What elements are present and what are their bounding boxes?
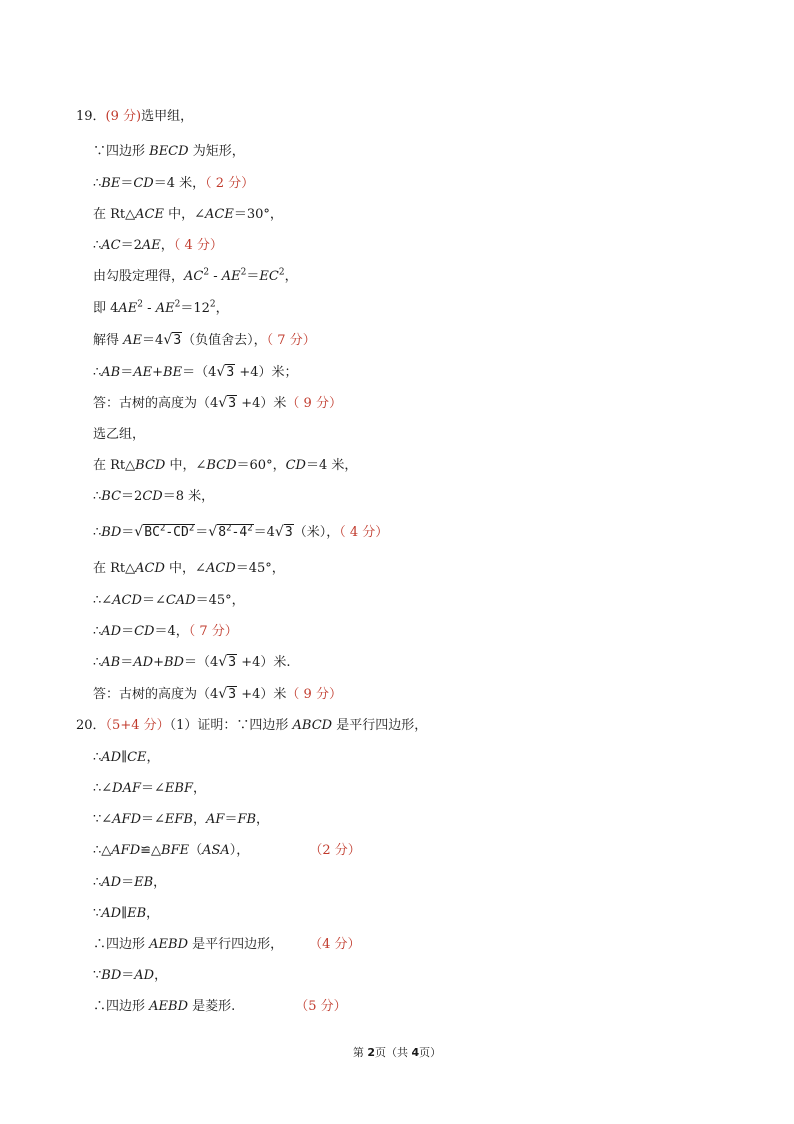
text: ∴ [93, 750, 102, 765]
text: ＝30°， [233, 207, 283, 222]
text: 答：古树的高度为（4 [93, 687, 219, 702]
q19-line-12 [93, 488, 214, 506]
sqrt-3 [218, 686, 237, 704]
text: ∥ [121, 906, 128, 921]
text: ∥ [121, 750, 128, 765]
var: BCD [135, 458, 166, 473]
text: ∵∠ [93, 812, 113, 827]
text: ∴ [93, 525, 102, 540]
radicand: 3 [173, 333, 182, 348]
text: ＝ [224, 812, 238, 827]
var: EB [134, 875, 154, 890]
text: ＝ [121, 875, 135, 890]
var: AD [101, 624, 122, 639]
var: ACE [205, 207, 234, 222]
page-total: 4 [411, 1046, 420, 1059]
var: ACE [135, 207, 164, 222]
var: DAF [112, 781, 142, 796]
superscript: 2 [240, 267, 247, 278]
text: ＝ [121, 525, 135, 540]
text: 是菱形. [188, 999, 236, 1014]
q19-header [76, 108, 193, 126]
text: - [209, 269, 222, 284]
var: AD [101, 875, 122, 890]
var: ASA [202, 843, 230, 858]
text: + [153, 655, 164, 670]
text: 是平行四边形， [332, 718, 428, 733]
q19-line-14 [93, 560, 285, 578]
var: EBF [164, 781, 193, 796]
q20-line-10 [93, 998, 347, 1016]
var: AE [133, 365, 153, 380]
var: BD [163, 655, 184, 670]
text: ， [256, 812, 270, 827]
text: ∴∠ [93, 781, 113, 796]
text: ∴ [93, 365, 102, 380]
superscript: 2 [278, 267, 285, 278]
superscript: 2 [226, 523, 232, 534]
text: ， [193, 781, 207, 796]
text: ＝ [120, 365, 134, 380]
q19-line-1 [93, 143, 245, 161]
q20-line-8 [93, 936, 361, 954]
text: ＝∠ [141, 812, 165, 827]
q20-line-9 [93, 967, 167, 985]
text: ∴ [93, 238, 102, 253]
var: BE [163, 365, 183, 380]
text: （ [189, 843, 203, 858]
superscript: 2 [137, 299, 144, 310]
text: 在 Rt△ [93, 458, 136, 473]
radicand: 3 [228, 396, 237, 411]
text: 解得 [93, 333, 124, 348]
text: ＝ [120, 655, 134, 670]
var: AE [141, 238, 161, 253]
text: 在 Rt△ [93, 207, 136, 222]
sqrt-3 [218, 654, 237, 672]
var: FB [237, 812, 257, 827]
text: ＝4 米， [305, 458, 358, 473]
sqrt-82-42 [208, 524, 253, 542]
var: BD [101, 525, 122, 540]
var: AE [155, 301, 175, 316]
text: ∴ [93, 624, 102, 639]
q20-number: 20． [76, 718, 106, 733]
footer-text: 第 [352, 1046, 368, 1059]
var: AD [134, 968, 155, 983]
text: ＝8 米， [162, 489, 215, 504]
var: CD [133, 176, 154, 191]
text: 中，∠ [164, 561, 206, 576]
var: ABCD [292, 718, 333, 733]
text: ＝2 [120, 238, 142, 253]
text: 是平行四边形， [188, 937, 284, 952]
text: + [152, 365, 164, 380]
text: ＝4 [253, 525, 275, 540]
score-mark: （4 分） [309, 937, 361, 952]
var: CD [285, 458, 306, 473]
var: AD [133, 655, 154, 670]
radicand: 3 [228, 687, 237, 702]
text: ∴ [93, 875, 102, 890]
text: 由勾股定理得， [93, 269, 185, 284]
var: BE [101, 176, 121, 191]
text: ， [154, 968, 168, 983]
text: ， [153, 875, 167, 890]
text: ∴四边形 [93, 937, 150, 952]
score-mark: （ 7 分） [188, 624, 238, 639]
var: CD [142, 489, 163, 504]
q19-number: 19． [76, 109, 106, 124]
text: （米）， [293, 525, 340, 540]
superscript: 2 [159, 523, 166, 534]
q19-score: (9 分) [105, 109, 142, 124]
text: 答：古树的高度为（4 [93, 396, 219, 411]
var: AD [101, 750, 122, 765]
text: ∴△ [93, 843, 112, 858]
var: CE [127, 750, 147, 765]
q20-line-6 [93, 874, 166, 892]
var: AE [221, 269, 241, 284]
q19-line-2 [93, 175, 254, 193]
var: AC [101, 238, 121, 253]
text: ＝ [246, 269, 260, 284]
text: - [143, 301, 156, 316]
score-mark: （2 分） [309, 843, 361, 858]
text: ＝4 [142, 333, 164, 348]
text: 在 Rt△ [93, 561, 136, 576]
score-mark: （ 2 分） [205, 176, 255, 191]
superscript: 2 [188, 523, 195, 534]
text: ， [284, 269, 298, 284]
sqrt-bc2-cd2 [134, 524, 195, 542]
radicand: 3 [284, 525, 293, 540]
sqrt-3 [218, 395, 237, 413]
var: AC [184, 269, 204, 284]
radicand: 3 [228, 655, 237, 670]
text: ＝ [195, 525, 209, 540]
text: ∴∠ [93, 593, 113, 608]
q19-line-7 [93, 332, 316, 350]
var: AB [101, 365, 121, 380]
score-mark: （5 分） [295, 999, 347, 1014]
superscript: 2 [247, 523, 253, 534]
var: CAD [165, 593, 196, 608]
text: +4）米. [237, 655, 291, 670]
var: ACD [112, 593, 142, 608]
q19-line-18 [93, 686, 342, 704]
var: EB [127, 906, 147, 921]
text: ∵ [93, 906, 102, 921]
q19-line-10 [93, 426, 145, 444]
q19-line-8 [93, 364, 298, 382]
q19-intro: 选甲组， [141, 109, 194, 124]
var: BC [101, 489, 122, 504]
radicand: 3 [226, 365, 235, 380]
text: ∴ [93, 176, 102, 191]
var: AEBD [149, 999, 188, 1014]
text: ＝（4 [182, 365, 217, 380]
text: ＝2 [121, 489, 143, 504]
q20-score: （5+4 分） [105, 718, 170, 733]
text: ）， [229, 843, 250, 858]
radicand: 8 [218, 525, 227, 540]
superscript: 2 [203, 267, 210, 278]
text: ＝60°， [236, 458, 286, 473]
var: ACD [205, 561, 236, 576]
text: ＝（4 [183, 655, 219, 670]
text: ， [160, 238, 174, 253]
score-mark: （ 9 分） [286, 687, 342, 702]
text: ∵四边形 [93, 144, 150, 159]
var: AE [118, 301, 138, 316]
radicand: BC [144, 525, 160, 540]
text: ∵ [93, 968, 102, 983]
var: AB [101, 655, 121, 670]
q19-line-5 [93, 268, 298, 286]
sqrt-3 [275, 524, 294, 542]
q20-line-4 [93, 811, 269, 829]
var: AF [206, 812, 225, 827]
var: BD [101, 968, 122, 983]
q19-line-11 [93, 457, 357, 475]
text: （1）证明：∵四边形 [169, 718, 293, 733]
text: 选乙组， [93, 427, 146, 442]
text: ＝4， [154, 624, 189, 639]
text: ＝∠ [141, 593, 166, 608]
q20-line-2 [93, 749, 160, 767]
q19-line-13 [93, 524, 388, 542]
text: 中，∠ [165, 458, 207, 473]
text: ＝ [120, 176, 134, 191]
text: 即 4 [93, 301, 119, 316]
score-mark: （ 7 分） [266, 333, 316, 348]
var: EC [259, 269, 279, 284]
text: ＝45°， [195, 593, 245, 608]
radicand: -CD [165, 525, 189, 540]
text: ∴四边形 [93, 999, 150, 1014]
var: BCD [206, 458, 237, 473]
q19-line-9 [93, 395, 342, 413]
text: ， [193, 812, 207, 827]
q20-line-5 [93, 842, 361, 860]
var: EFB [164, 812, 193, 827]
sqrt-3 [163, 332, 182, 350]
text: ＝ [121, 968, 135, 983]
q19-line-3 [93, 206, 283, 224]
text: （负值舍去）， [182, 333, 267, 348]
superscript: 2 [209, 299, 216, 310]
text: ∴ [93, 655, 102, 670]
q19-line-15 [93, 592, 245, 610]
q19-line-6 [93, 300, 229, 318]
text: ， [146, 906, 160, 921]
var: BECD [149, 144, 189, 159]
page-footer [0, 1044, 794, 1060]
text: ＝ [121, 624, 135, 639]
var: AE [123, 333, 143, 348]
score-mark: （ 4 分） [173, 238, 223, 253]
text: ， [215, 301, 229, 316]
text: ∴ [93, 489, 102, 504]
sqrt-3 [216, 364, 235, 382]
text: 中，∠ [163, 207, 206, 222]
text: ＝45°， [235, 561, 285, 576]
footer-text: 页（共 [375, 1046, 412, 1059]
var: AD [101, 906, 122, 921]
q20-line-7 [93, 905, 159, 923]
score-mark: （ 4 分） [339, 525, 389, 540]
text: ＝12 [180, 301, 210, 316]
var: AEBD [149, 937, 188, 952]
text: 为矩形， [188, 144, 245, 159]
text: +4）米 [237, 687, 287, 702]
text: ＝∠ [141, 781, 165, 796]
superscript: 2 [174, 299, 181, 310]
var: ACD [135, 561, 165, 576]
var: BFE [161, 843, 190, 858]
q19-line-4 [93, 237, 223, 255]
text: ＝4 米， [153, 176, 206, 191]
var: AFD [112, 812, 142, 827]
text: +4）米 [237, 396, 287, 411]
q20-header [76, 717, 427, 735]
page-number: 2 [367, 1046, 375, 1059]
text: ≌△ [140, 843, 162, 858]
q19-line-16 [93, 623, 238, 641]
text: ， [146, 750, 160, 765]
var: AFD [111, 843, 141, 858]
text: +4）米； [235, 365, 298, 380]
radicand: -4 [231, 525, 248, 540]
footer-text: 页） [419, 1046, 442, 1059]
var: CD [134, 624, 155, 639]
q19-line-17 [93, 654, 291, 672]
score-mark: （ 9 分） [286, 396, 342, 411]
q20-line-3 [93, 780, 206, 798]
